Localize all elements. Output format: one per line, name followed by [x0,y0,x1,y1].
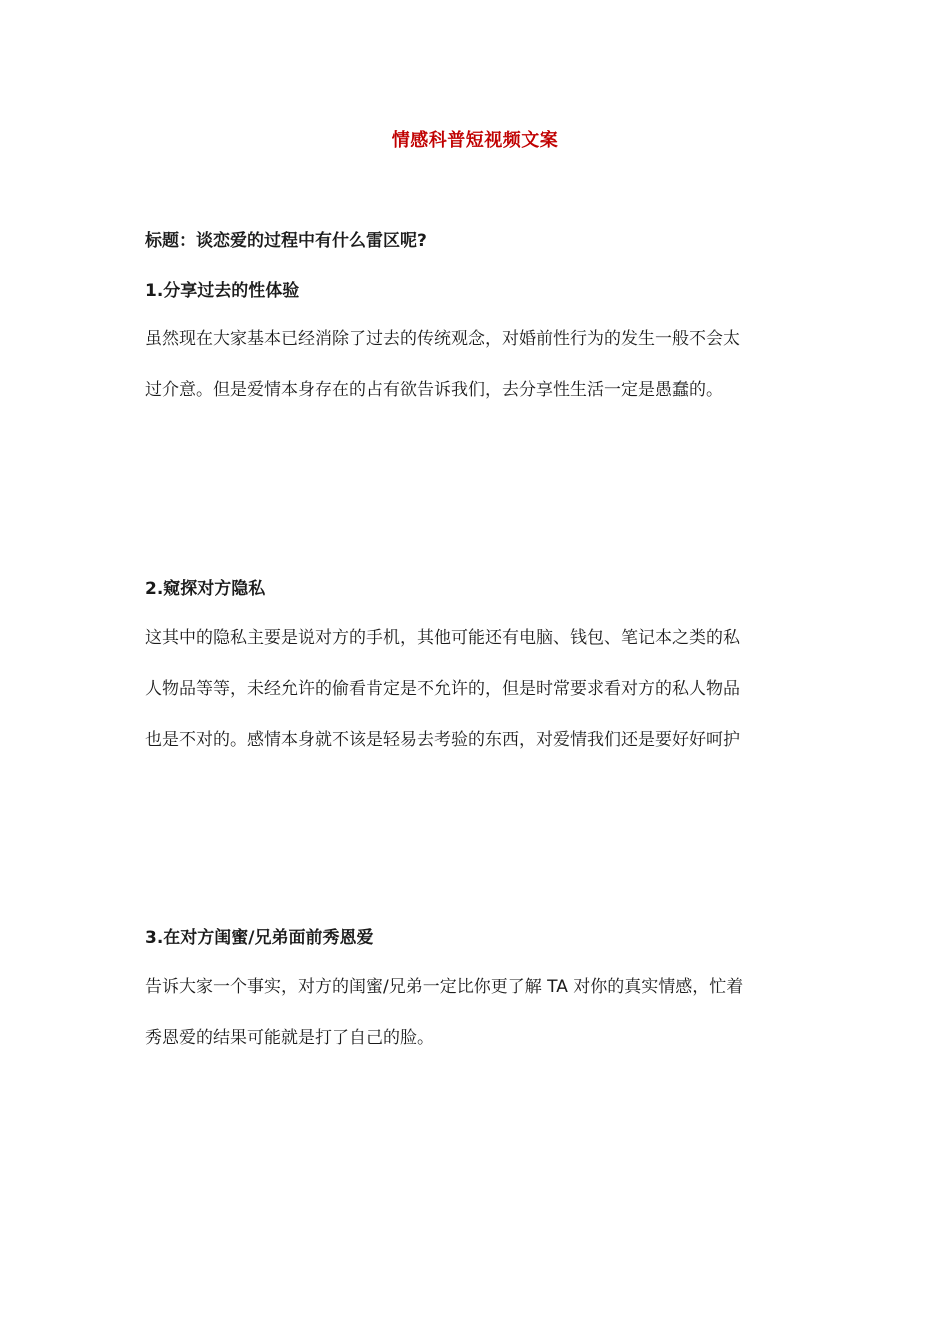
section-2-line-3: 也是不对的。感情本身就不该是轻易去考验的东西，对爱情我们还是要好好呵护 [145,730,740,750]
section-2-line-1: 这其中的隐私主要是说对方的手机，其他可能还有电脑、钱包、笔记本之类的私 [145,628,740,648]
section-2-line-2: 人物品等等，未经允许的偷看肯定是不允许的，但是时常要求看对方的私人物品 [145,679,740,699]
section-1-line-2: 过介意。但是爱情本身存在的占有欲告诉我们，去分享性生活一定是愚蠢的。 [145,380,723,400]
section-3-body [145,962,810,1064]
section-3-line-1: 告诉大家一个事实，对方的闺蜜/兄弟一定比你更了解 TA 对你的真实情感，忙着 [145,977,744,997]
article-subtitle: 标题：谈恋爱的过程中有什么雷区呢? [145,231,427,251]
section-1-body [145,314,810,416]
section-1-line-1: 虽然现在大家基本已经消除了过去的传统观念，对婚前性行为的发生一般不会太 [145,329,740,349]
section-1-heading: 1.分享过去的性体验 [145,281,300,301]
section-3-heading: 3.在对方闺蜜/兄弟面前秀恩爱 [145,928,374,948]
section-3-line-2: 秀恩爱的结果可能就是打了自己的脸。 [145,1028,434,1048]
section-2-heading: 2.窥探对方隐私 [145,579,266,599]
document-title: 情感科普短视频文案 [391,130,559,151]
section-2-body [145,613,810,766]
